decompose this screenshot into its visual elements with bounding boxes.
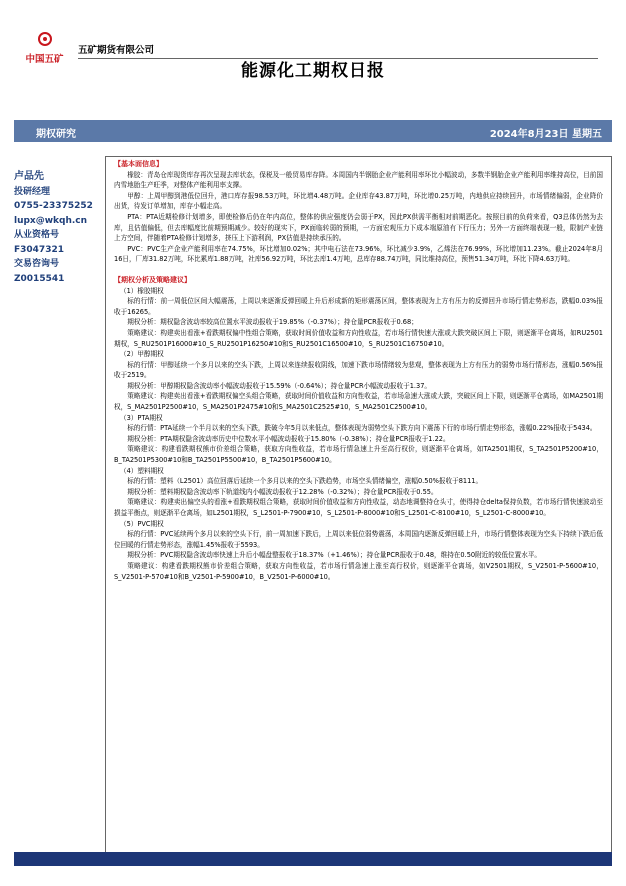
pvc-option-analysis: 期权分析：PVC期权隐含波动率快速上升后小幅盘整报收于18.37%（+1.46%）；持仓量PCR报收于0.48，维持在0.50附近的较低位置水平。 (127, 551, 542, 560)
report-title: 能源化工期权日报 (241, 61, 385, 81)
company-name: 五矿期货有限公司 (78, 45, 155, 56)
section-title-methanol: （2）甲醇期权 (120, 350, 164, 359)
section-title-plastic: （4）塑料期权 (120, 466, 164, 475)
rubber-market: 标的行情：前一周低位区间大幅震荡，上周以来逐渐反弹回暖上升后形成新的矩形震荡区间，整体表现为上方有压力的反弹回升市场行情走势形态，跌幅0.03%报收于16265。 (114, 297, 603, 316)
fundamental-methanol: 甲醇：上周甲醇到港低位回升，港口库存报98.53万吨，环比增4.48万吨。企业库存43.87万吨，环比增0.25万吨，内地供应持续回升，市场情绪偏弱，企业降价出货，待发订单增加，库存小幅走高。 (114, 191, 603, 211)
pta-option-analysis: 期权分析：PTA期权隐含波动率历史中位数水平小幅波动报收于15.80%（-0.38%）；持仓量PCR报收于1.22。 (127, 434, 450, 443)
qualification-number: F3047321 (14, 244, 64, 255)
plastic-strategy: 策略建议：构建卖出偏空头的看涨+看跌期权组合策略，获取时间价值收益和方向性收益，动态地调整持仓头寸，使得持仓delta保持负数，若市场行情快速波动至损益平衡点，则逐渐平仓离场，如L2501期权，S_L2501-P-7900#10，S_L2501-P-8000#10和S_L2501-C-8100#10，S_L2501-C-8000#10。 (114, 498, 603, 517)
section-label: 期权研究 (36, 129, 76, 140)
fundamental-heading: 【基本面信息】 (114, 160, 163, 168)
methanol-market: 标的行情：甲醇延续一个多月以来的空头下跌，上周以来连续报收阴线，加速下跌市场情绪较为悲观，整体表现为上方有压力的弱势市场行情形态，涨幅0.56%报收于2519。 (114, 360, 603, 380)
pta-strategy: 策略建议：构建看跌期权熊市价差组合策略，获取方向性收益，若市场行情急速上升至高行权价，则逐渐平仓离场，如TA2501期权，S_TA2501P5200#10，B_TA2501P5300#10和B_TA2501P5500#10，B_TA2501P5600#10。 (114, 445, 603, 465)
fundamental-pvc: PVC：PVC生产企业产能利用率在74.75%，环比增加0.02%；其中电石法在73.96%，环比减少3.9%，乙烯法在76.99%，环比增加11.23%。截止2024年8月16日，厂库31.82万吨，环比累库1.88万吨，社库56.92万吨，环比去库1.4万吨，总库存88.74万吨，同比维持高位，预售51.34万吨，环比下降4.63万吨。 (114, 244, 603, 264)
pvc-market: 标的行情：PVC延续两个多月以来的空头下行，前一周加速下跌后，上周以来低位弱势震荡，本周国内逐渐反弹回暖上升，市场行情整体表现为空头下持续下跌后低位回暖的行情走势形态，涨幅1.45%报收于5593。 (114, 530, 603, 549)
plastic-option-analysis: 期权分析：塑料期权隐含波动率下轨道线内小幅波动报收于12.28%（-0.32%）；持仓量PCR报收于0.55。 (127, 487, 438, 496)
consult-number: Z0015541 (14, 273, 65, 284)
report-content (105, 156, 612, 860)
rubber-strategy: 策略建议：构建卖出看涨+看跌期权偏中性组合策略，获取时间价值收益和方向性收益，若市场行情快速大涨或大跌突破区间上下限，则逐渐平仓离场，如RU2501期权，S_RU2501P16000#10_S_RU2501P16250#10和S_RU2501C16500#10，S_RU2501C16750#10。 (114, 328, 603, 348)
strategy-heading: 【期权分析及策略建议】 (114, 275, 191, 284)
analyst-title: 投研经理 (14, 186, 51, 197)
section-title-pvc: （5）PVC期权 (120, 519, 164, 528)
pta-market: 标的行情：PTA延续一个半月以来的空头下跌，跌破今年5月以来低点，整体表现为弱势空头下跌方向下震荡下行的市场行情走势形态，涨幅0.22%报收于5434。 (127, 424, 597, 433)
fundamental-pta: PTA：PTA近期检修计划增多，即使检修后仍在年内高位，整体的供应强度仍会弱于PX，因此PX供需平衡相对前期恶化。按照目前的负荷来看，Q3总体仍然为去库，且估值偏低，但去库幅度比前期预期减少。较好的现实下，PX面临转弱的预期，一方面宏观压力下成本端原油有下行压力；另外一方面终端表现一般，限制产业链上方空间，伴随着PTA检修计划增多，挤压上下游利润，PX估值是持续承压的。 (114, 212, 603, 243)
footer-bar (14, 852, 612, 866)
analyst-email[interactable]: lupx@wkqh.cn (14, 215, 88, 226)
section-band (14, 120, 612, 142)
pvc-strategy: 策略建议：构建看跌期权熊市价差组合策略，获取方向性收益，若市场行情急速上涨至高行权价，则逐渐平仓离场，如V2501期权，S_V2501-P-5600#10，S_V2501-P-570#10和B_V2501-P-5900#10，B_V2501-P-6000#10。 (114, 561, 603, 581)
analyst-name: 卢品先 (14, 171, 44, 182)
rubber-option-analysis: 期权分析：期权隐含波动率较高位置水平波动报收于19.85%（-0.37%）；持仓量PCR报收于0.68； (127, 318, 418, 327)
methanol-strategy: 策略建议：构建卖出看涨+看跌期权偏空头组合策略，获取时间价值收益和方向性收益，若市场急速大涨或大跌，突破区间上下限，则逐渐平仓离场，如MA2501期权，S_MA2501P2500#10，S_MA2501P2475#10和S_MA2501C2525#10，S_MA2501C2500#10。 (114, 392, 603, 412)
analyst-phone: 0755-23375252 (14, 201, 93, 211)
minmetals-logo-icon (35, 30, 55, 50)
section-title-rubber: （1）橡胶期权 (120, 286, 164, 295)
analyst-info (14, 170, 104, 286)
methanol-option-analysis: 期权分析：甲醇期权隐含波动率小幅波动报收于15.59%（-0.64%）；持仓量PCR小幅波动报收于1.37。 (127, 381, 431, 390)
section-title-pta: （3）PTA期权 (120, 413, 163, 422)
fundamental-rubber: 橡胶：青岛仓库现货库存再次呈现去库状态，保税及一般贸易库存降。本周国内半钢胎企业产能利用率环比小幅波动，多数半钢胎企业产能利用率维持高位，目前国内雪地胎生产旺季，对整体产能利用率支撑。 (114, 170, 603, 190)
logo-text: 中国五矿 (25, 54, 64, 65)
consult-label: 交易咨询号 (14, 259, 60, 269)
report-date: 2024年8月23日 星期五 (489, 129, 602, 140)
qualification-label: 从业资格号 (14, 230, 60, 240)
plastic-market: 标的行情：塑料（L2501）高位回落后延续一个多月以来的空头下跌趋势，市场空头情绪偏空，涨幅0.50%报收于8111。 (127, 477, 483, 486)
